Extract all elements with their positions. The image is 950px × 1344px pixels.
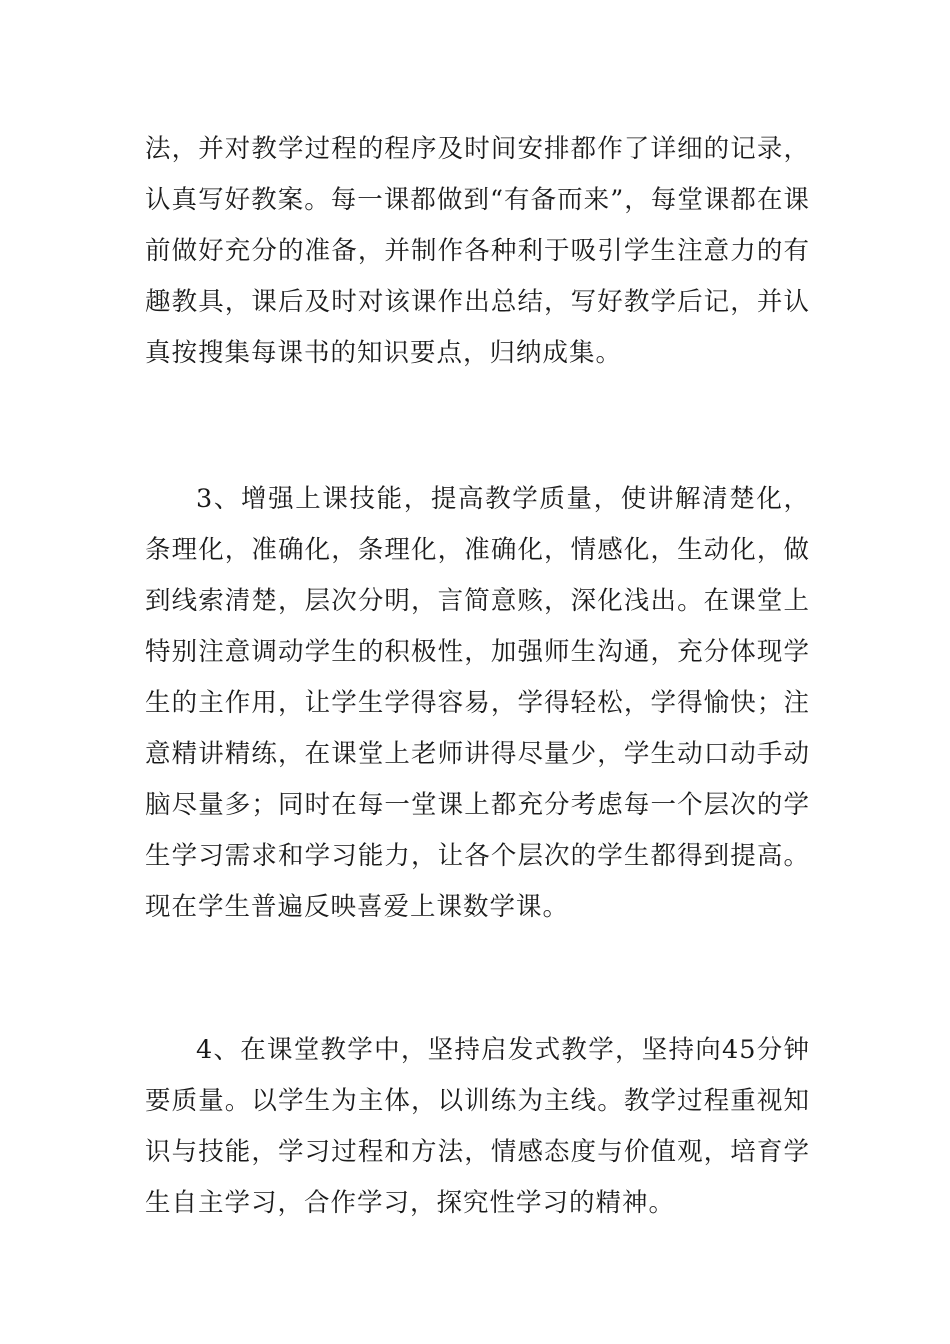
paragraph-lesson-preparation: 法，并对教学过程的程序及时间安排都作了详细的记录，认真写好教案。每一课都做到“有备而来”，每堂课都在课前做好充分的准备，并制作各种利于吸引学生注意力的有趣教具，课后及时对该课作出总结，写好教学后记，并认真按搜集每课书的知识要点，归纳成集。 bbox=[145, 134, 810, 368]
paragraph-heuristic-teaching: 4、在课堂教学中，坚持启发式教学，坚持向45分钟要质量。以学生为主体，以训练为主线。教学过程重视知识与技能，学习过程和方法，情感态度与价值观，培育学生自主学习，合作学习，探究性学习的精神。 bbox=[145, 1035, 810, 1218]
paragraph-teaching-skills: 3、增强上课技能，提高教学质量，使讲解清楚化，条理化，准确化，条理化，准确化，情感化，生动化，做到线索清楚，层次分明，言简意赅，深化浅出。在课堂上特别注意调动学生的积极性，加强师生沟通，充分体现学生的主作用，让学生学得容易，学得轻松，学得愉快；注意精讲精练，在课堂上老师讲得尽量少，学生动口动手动脑尽量多；同时在每一堂课上都充分考虑每一个层次的学生学习需求和学习能力，让各个层次的学生都得到提高。现在学生普遍反映喜爱上课数学课。 bbox=[145, 484, 810, 922]
